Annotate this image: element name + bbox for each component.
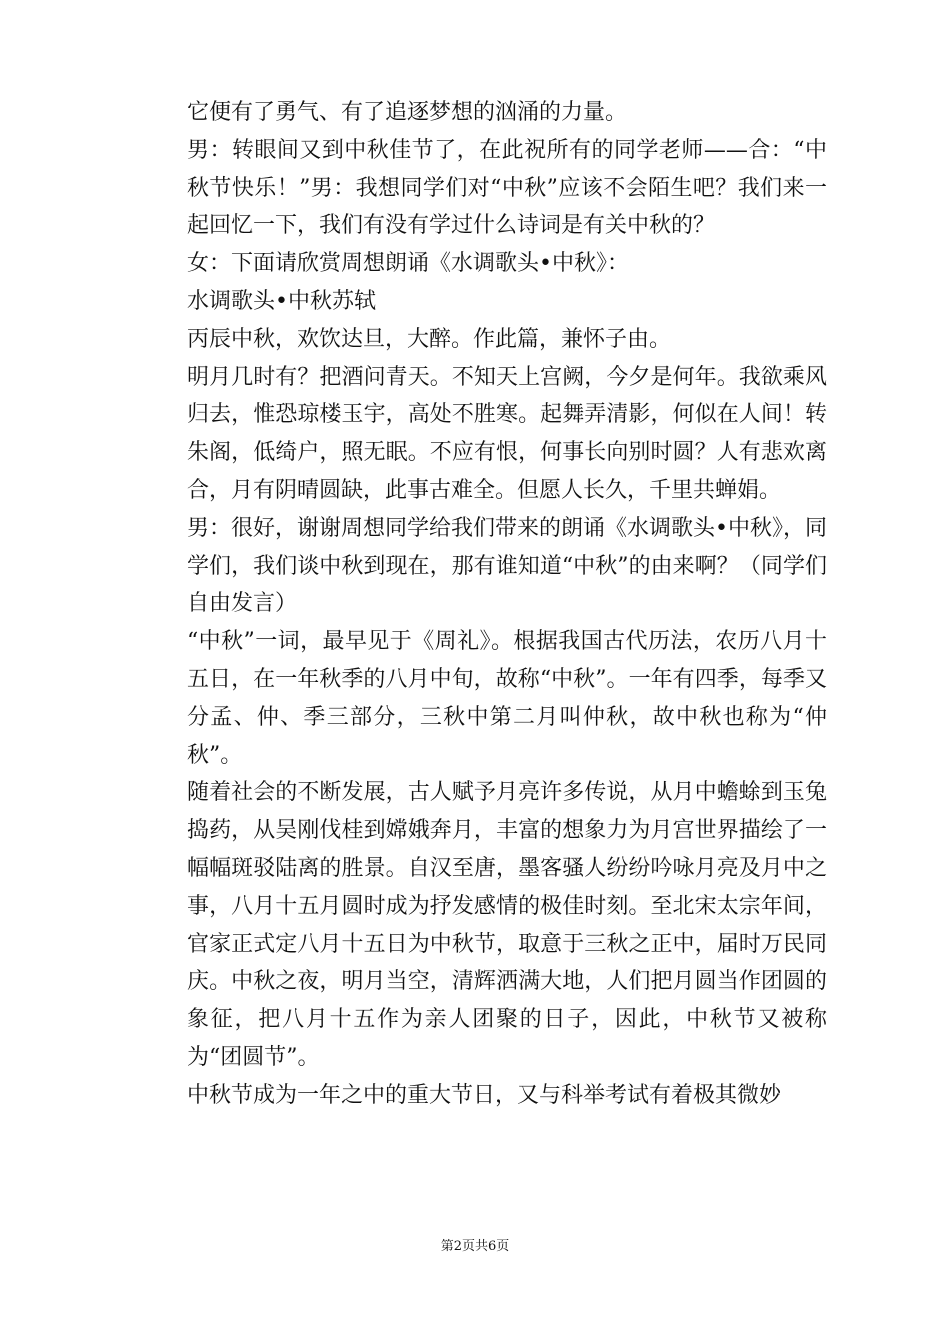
poem-text: 明月几时有？把酒问青天。不知天上宫阙，今夕是何年。我欲乘风归去，惟恐琼楼玉宇，高处不胜寒。起舞弄清影，何似在人间！转朱阁，低绮户，照无眠。不应有恨，何事长向别时圆？人有悲欢离合，月有阴晴圆缺，此事古难全。但愿人长久，千里共蝉娟。: [187, 364, 827, 503]
paragraph-3: 女：下面请欣赏周想朗诵《水调歌头•中秋》：: [187, 251, 629, 277]
page-footer: [0, 1235, 950, 1254]
paragraph-8: “中秋”一词，最早见于《周礼》。根据我国古代历法，农历八月十五日，在一年秋季的八月中旬，故称“中秋”。一年有四季，每季又分孟、仲、季三部分，三秋中第二月叫仲秋，故中秋也称为“仲秋”。: [187, 629, 827, 768]
paragraph-7: 男：很好，谢谢周想同学给我们带来的朗诵《水调歌头•中秋》，同学们，我们谈中秋到现在，那有谁知道“中秋”的由来啊？（同学们自由发言）: [187, 515, 827, 617]
poem-title: 水调歌头•中秋苏轼: [187, 288, 376, 314]
paragraph-9: 随着社会的不断发展，古人赋予月亮许多传说，从月中蟾蜍到玉兔捣药，从吴刚伐桂到嫦娥奔月，丰富的想象力为月宫世界描绘了一幅幅斑驳陆离的胜景。自汉至唐，墨客骚人纷纷吟咏月亮及月中之事，八月十五月圆时成为抒发感情的极佳时刻。至北宋太宗年间，官家正式定八月十五日为中秋节，取意于三秋之正中，届时万民同庆。中秋之夜，明月当空，清辉洒满大地，人们把月圆当作团圆的象征，把八月十五作为亲人团聚的日子，因此，中秋节又被称为“团圆节”。: [187, 780, 827, 1070]
paragraph-1: 它便有了勇气、有了追逐梦想的汹涌的力量。: [187, 100, 628, 125]
page-number: 第2页共6页: [440, 1239, 510, 1254]
document-body: [187, 94, 827, 1115]
paragraph-10: 中秋节成为一年之中的重大节日，又与科举考试有着极其微妙: [187, 1082, 782, 1108]
paragraph-2: 男：转眼间又到中秋佳节了，在此祝所有的同学老师——合：“中秋节快乐！”男：我想同学们对“中秋”应该不会陌生吧？我们来一起回忆一下，我们有没有学过什么诗词是有关中秋的？: [187, 137, 827, 239]
poem-preface: 丙辰中秋，欢饮达旦，大醉。作此篇，兼怀子由。: [187, 326, 672, 352]
